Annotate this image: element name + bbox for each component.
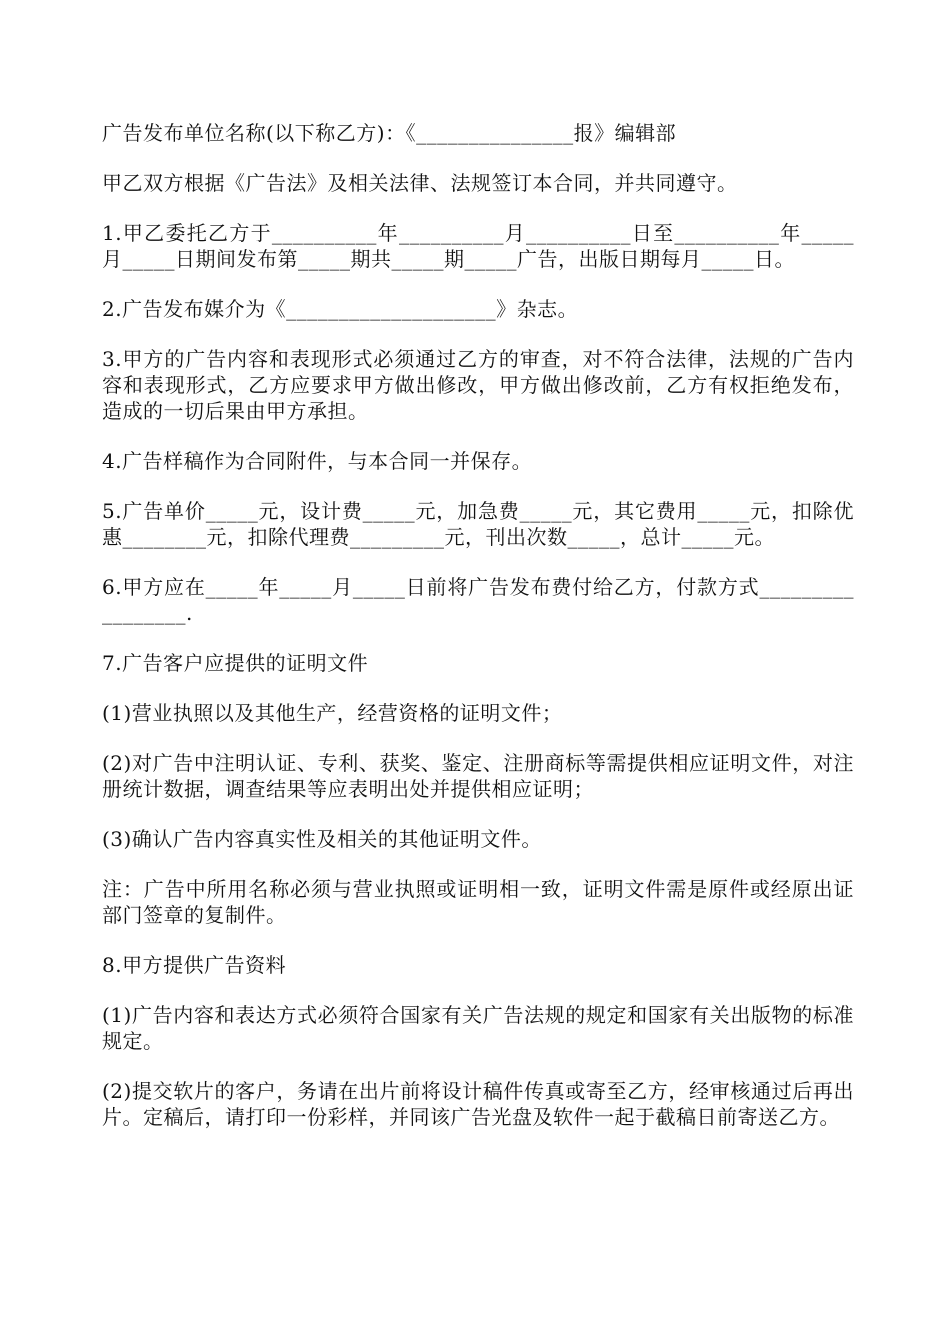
clause-7-heading: 7.广告客户应提供的证明文件 (102, 651, 369, 675)
clause-8-item-1: (1)广告内容和表达方式必须符合国家有关广告法规的规定和国家有关出版物的标准规定。 (102, 1003, 854, 1053)
contract-page (102, 120, 854, 1154)
clause-3-review: 3.甲方的广告内容和表现形式必须通过乙方的审查，对不符合法律，法规的广告内容和表现形式，乙方应要求甲方做出修改，甲方做出修改前，乙方有权拒绝发布，造成的一切后果由甲方承担。 (102, 347, 854, 423)
clause-7-item-3: (3)确认广告内容真实性及相关的其他证明文件。 (102, 827, 542, 851)
clause-7-item-1: (1)营业执照以及其他生产，经营资格的证明文件； (102, 701, 563, 725)
clause-4-sample: 4.广告样稿作为合同附件，与本合同一并保存。 (102, 449, 533, 473)
clause-6-payment: 6.甲方应在_____年_____月_____日前将广告发布费付给乙方，付款方式_________________. (102, 575, 854, 625)
clause-8-heading: 8.甲方提供广告资料 (102, 953, 287, 977)
clause-8-item-2: (2)提交软片的客户，务请在出片前将设计稿件传真或寄至乙方，经审核通过后再出片。定稿后，请打印一份彩样，并同该广告光盘及软件一起于截稿日前寄送乙方。 (102, 1079, 854, 1129)
clause-5-fees: 5.广告单价_____元，设计费_____元，加急费_____元，其它费用_____元，扣除优惠________元，扣除代理费_________元，刊出次数_____，总计_____元。 (102, 499, 854, 549)
publisher-name-line: 广告发布单位名称(以下称乙方)：《_______________报》编辑部 (102, 121, 677, 145)
clause-7-item-2: (2)对广告中注明认证、专利、获奖、鉴定、注册商标等需提供相应证明文件，对注册统计数据，调查结果等应表明出处并提供相应证明； (102, 751, 854, 801)
agreement-preamble: 甲乙双方根据《广告法》及相关法律、法规签订本合同，并共同遵守。 (102, 171, 738, 195)
clause-1-schedule: 1.甲乙委托乙方于__________年__________月__________日至__________年_____月_____日期间发布第_____期共_____期_____广告，出版日期每月_____日。 (102, 221, 854, 271)
clause-7-note: 注：广告中所用名称必须与营业执照或证明相一致，证明文件需是原件或经原出证部门签章的复制件。 (102, 877, 854, 927)
clause-2-media: 2.广告发布媒介为《____________________》杂志。 (102, 297, 579, 321)
